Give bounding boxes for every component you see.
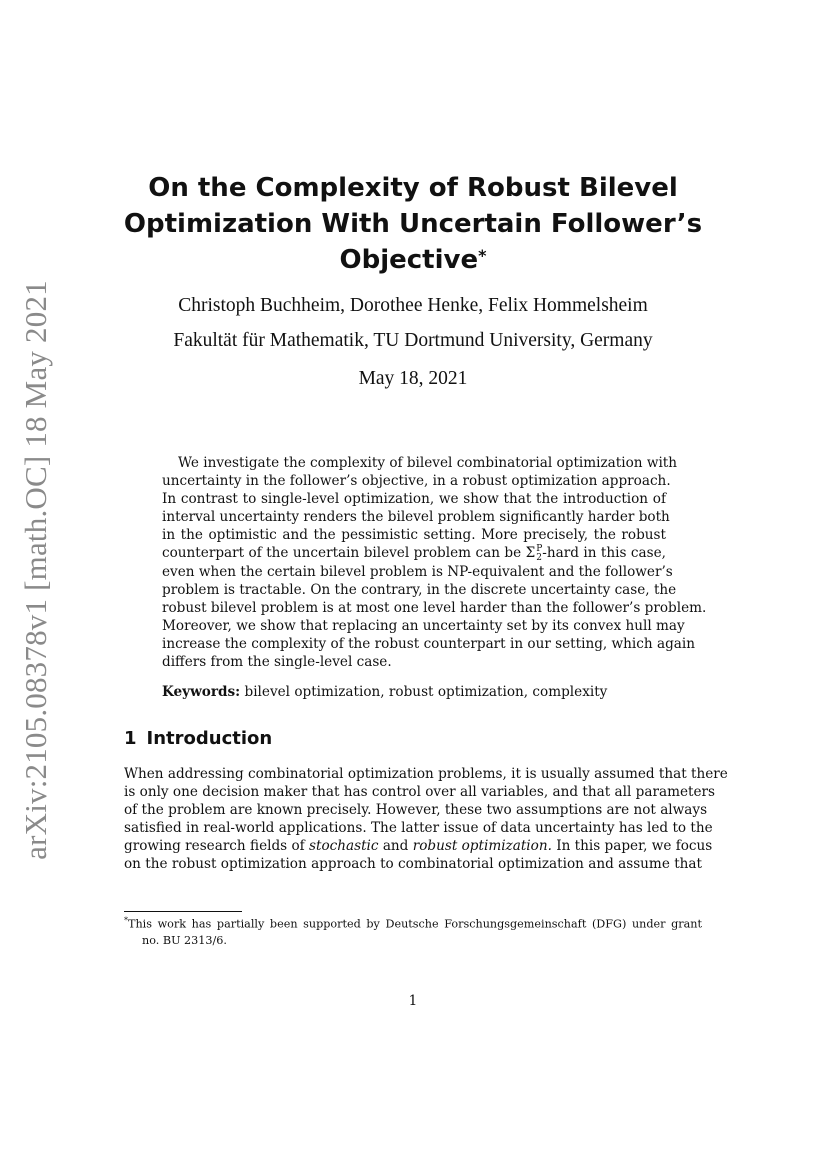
abstract-line: uncertainty in the follower’s objective, in a robust optimization approach. — [162, 473, 671, 490]
intro-line: satisfied in real-world applications. The latter issue of data uncertainty has led to the — [124, 820, 713, 837]
section-number: 1 — [124, 728, 137, 749]
abstract-line: Moreover, we show that replacing an uncertainty set by its convex hull may — [162, 617, 685, 634]
sigma-subscript: 2 — [536, 552, 542, 563]
section-heading-introduction — [124, 728, 272, 749]
footnote-line — [124, 913, 702, 933]
title-line-2: Optimization With Uncertain Follower’s — [123, 209, 703, 239]
sigma-superscript: P — [536, 543, 543, 554]
title-line-3: Objective — [339, 245, 479, 275]
footnote-rule — [124, 911, 242, 912]
page-number: 1 — [408, 993, 418, 1009]
intro-emphasis: robust optimization. — [412, 838, 552, 855]
abstract-text: -hard in this case, — [542, 545, 666, 562]
section-title: Introduction — [146, 728, 273, 749]
abstract-line: problem is tractable. On the contrary, in the discrete uncertainty case, the — [162, 581, 677, 598]
footnote — [124, 913, 702, 949]
keywords-text: bilevel optimization, robust optimization, complexity — [244, 684, 608, 700]
affiliation: Fakultät für Mathematik, TU Dortmund University, Germany — [173, 330, 653, 351]
abstract-line — [162, 544, 666, 563]
intro-line: of the problem are known precisely. However, these two assumptions are not always — [124, 802, 708, 819]
abstract-line: In contrast to single-level optimization, we show that the introduction of — [162, 491, 666, 508]
intro-line: on the robust optimization approach to combinatorial optimization and assume that — [124, 856, 702, 873]
introduction-paragraph — [124, 765, 728, 873]
footnote-mark: * — [124, 916, 128, 925]
publication-date: May 18, 2021 — [358, 368, 468, 389]
sigma-glyph: Σ — [525, 545, 536, 562]
abstract-text: counterpart of the uncertain bilevel problem can be — [162, 545, 526, 562]
title-line-1: On the Complexity of Robust Bilevel — [148, 173, 678, 203]
abstract-line: interval uncertainty renders the bilevel problem significantly harder both — [162, 509, 670, 526]
intro-text: In this paper, we focus — [551, 838, 713, 855]
abstract-line: increase the complexity of the robust counterpart in our setting, which again — [162, 635, 695, 652]
abstract-line: differs from the single-level case. — [162, 653, 392, 670]
abstract-line: in the optimistic and the pessimistic setting. More precisely, the robust — [162, 527, 666, 544]
abstract-line: even when the certain bilevel problem is NP-equivalent and the follower’s — [162, 563, 673, 580]
sigma-two-p-symbol — [526, 545, 543, 561]
abstract-paragraph — [162, 454, 707, 671]
paper-title — [100, 170, 726, 278]
intro-text: growing research fields of — [124, 838, 309, 855]
author-list: Christoph Buchheim, Dorothee Henke, Felix Hommelsheim — [178, 295, 648, 316]
keywords — [162, 684, 666, 700]
title-footnote-mark[interactable]: * — [478, 246, 487, 265]
arxiv-identifier-stamp: arXiv:2105.08378v1 [math.OC] 18 May 2021 — [18, 280, 53, 860]
intro-text: and — [378, 838, 413, 855]
intro-line — [124, 837, 713, 855]
abstract-line: robust bilevel problem is at most one level harder than the follower’s problem. — [162, 599, 707, 616]
intro-line: When addressing combinatorial optimization problems, it is usually assumed that there — [124, 766, 728, 782]
keywords-label: Keywords: — [162, 684, 241, 700]
footnote-text: This work has partially been supported by Deutsche Forschungsgemeinschaft (DFG) under grant — [128, 917, 702, 931]
abstract — [162, 454, 707, 671]
intro-emphasis: stochastic — [309, 838, 379, 855]
abstract-line: We investigate the complexity of bilevel combinatorial optimization with — [178, 455, 678, 471]
footnote-line: no. BU 2313/6. — [142, 933, 227, 947]
intro-line: is only one decision maker that has control over all variables, and that all parameters — [124, 784, 715, 801]
